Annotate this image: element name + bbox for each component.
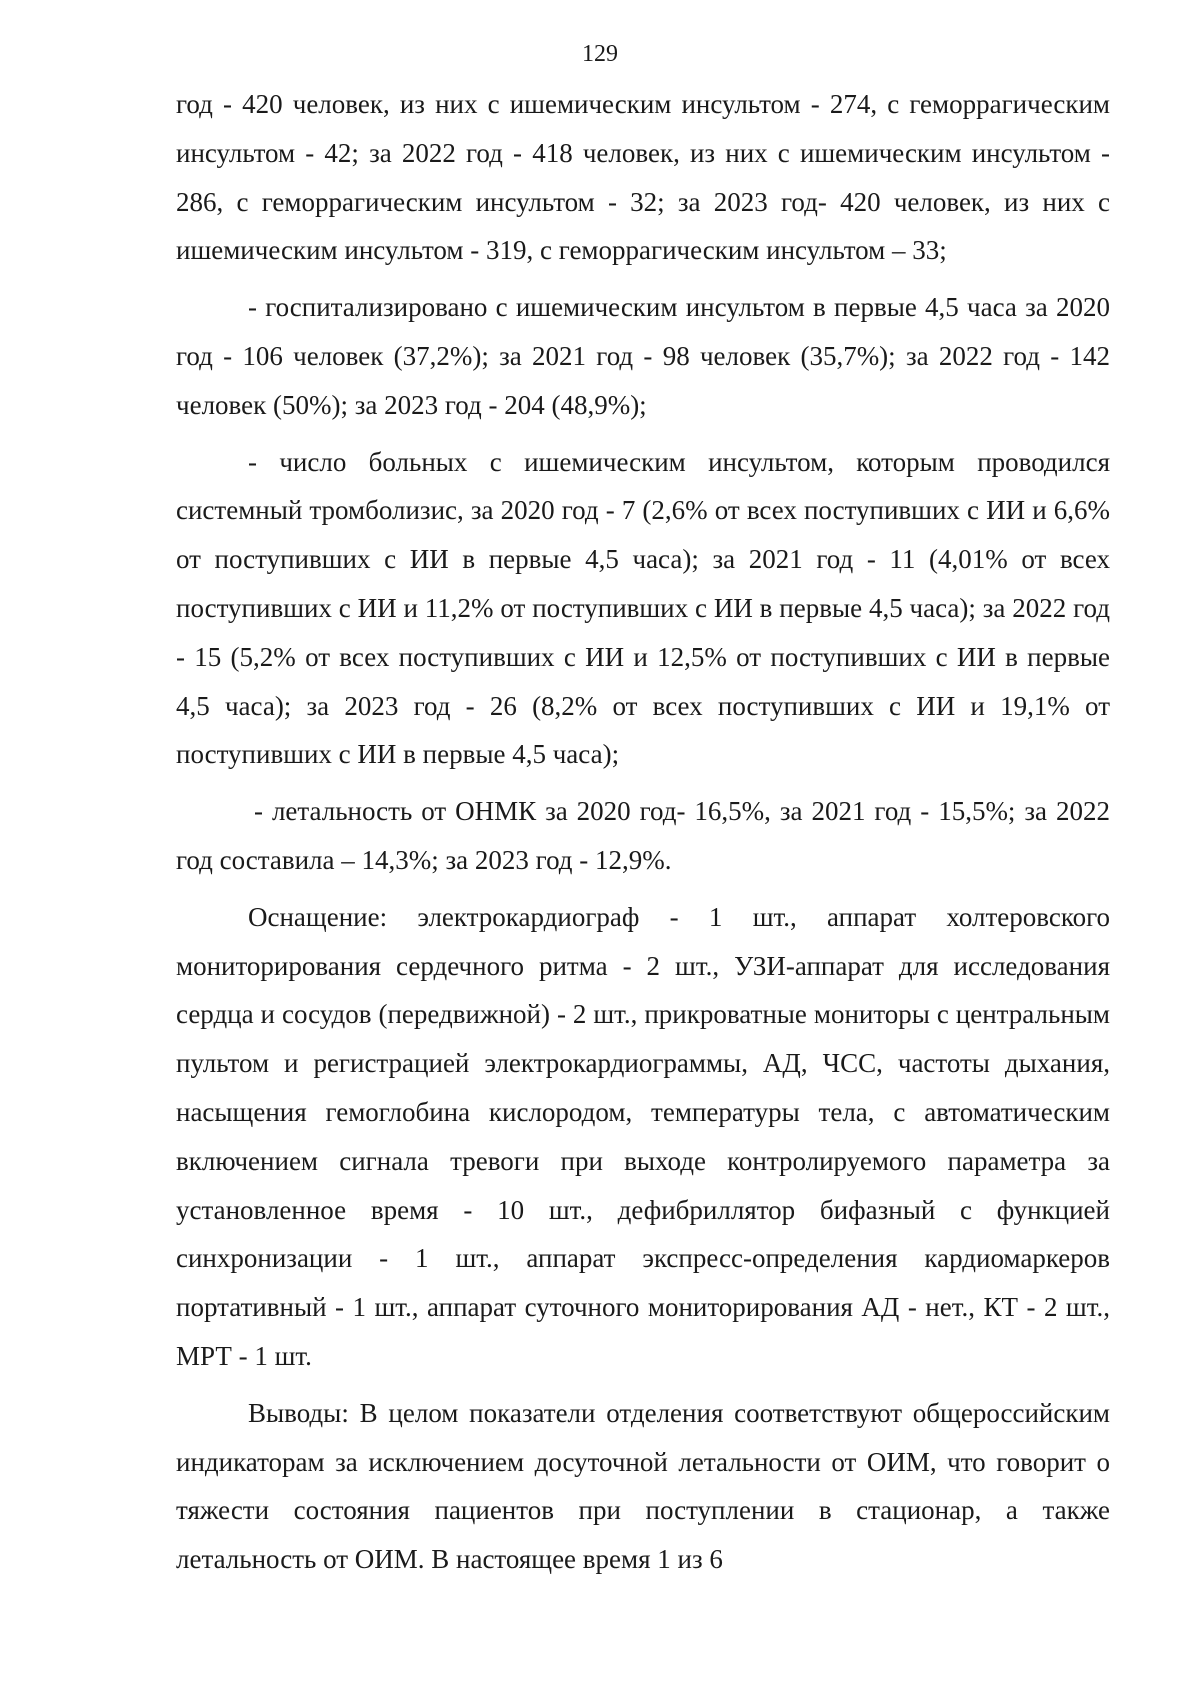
paragraph-equipment: Оснащение: электрокардиограф - 1 шт., аппарат холтеровского мониторирования сердечного ритма - 2 шт., УЗИ-аппарат для исследования сердца и сосудов (передвижной) - 2 шт., прикроватные мониторы с центральным пультом и регистрацией электрокардиограммы, АД, ЧСС, частоты дыхания, насыщения гемоглобина кислородом, температуры тела, с автоматическим включением сигнала тревоги при выходе контролируемого параметра за установленное время - 10 шт., дефибриллятор бифазный с функцией синхронизации - 1 шт., аппарат экспресс-определения кардиомаркеров портативный - 1 шт., аппарат суточного мониторирования АД - нет., КТ - 2 шт., МРТ - 1 шт. <box>176 901 1110 1371</box>
paragraph-conclusions: Выводы: В целом показатели отделения соответствуют общероссийским индикаторам за исключением досуточной летальности от ОИМ, что говорит о тяжести состояния пациентов при поступлении в стационар, а также летальность от ОИМ. В настоящее время 1 из 6 <box>176 1397 1110 1575</box>
paragraph-mortality: - летальность от ОНМК за 2020 год- 16,5%, за 2021 год - 15,5%; за 2022 год составила – 14,3%; за 2023 год - 12,9%. <box>176 796 1110 875</box>
paragraph-thrombolysis: - число больных с ишемическим инсультом, которым проводился системный тромболизис, за 2020 год - 7 (2,6% от всех поступивших с ИИ и 6,6% от поступивших с ИИ в первые 4,5 часа); за 2021 год - 11 (4,01% от всех поступивших с ИИ и 11,2% от поступивших с ИИ в первые 4,5 часа); за 2022 год - 15 (5,2% от всех поступивших с ИИ и 12,5% от поступивших с ИИ в первые 4,5 часа); за 2023 год - 26 (8,2% от всех поступивших с ИИ и 19,1% от поступивших с ИИ в первые 4,5 часа); <box>176 446 1110 770</box>
paragraph-stroke-counts: год - 420 человек, из них с ишемическим инсультом - 274, с геморрагическим инсультом - 42; за 2022 год - 418 человек, из них с ишемическим инсультом - 286, с геморрагическим инсультом - 32; за 2023 год- 420 человек, из них с ишемическим инсультом - 319, с геморрагическим инсультом – 33; <box>176 89 1110 266</box>
page-body <box>176 80 1110 1592</box>
paragraph-hospitalized: - госпитализировано с ишемическим инсультом в первые 4,5 часа за 2020 год - 106 человек (37,2%); за 2021 год - 98 человек (35,7%); за 2022 год - 142 человек (50%); за 2023 год - 204 (48,9%); <box>176 292 1110 420</box>
page-number: 129 <box>582 41 618 67</box>
